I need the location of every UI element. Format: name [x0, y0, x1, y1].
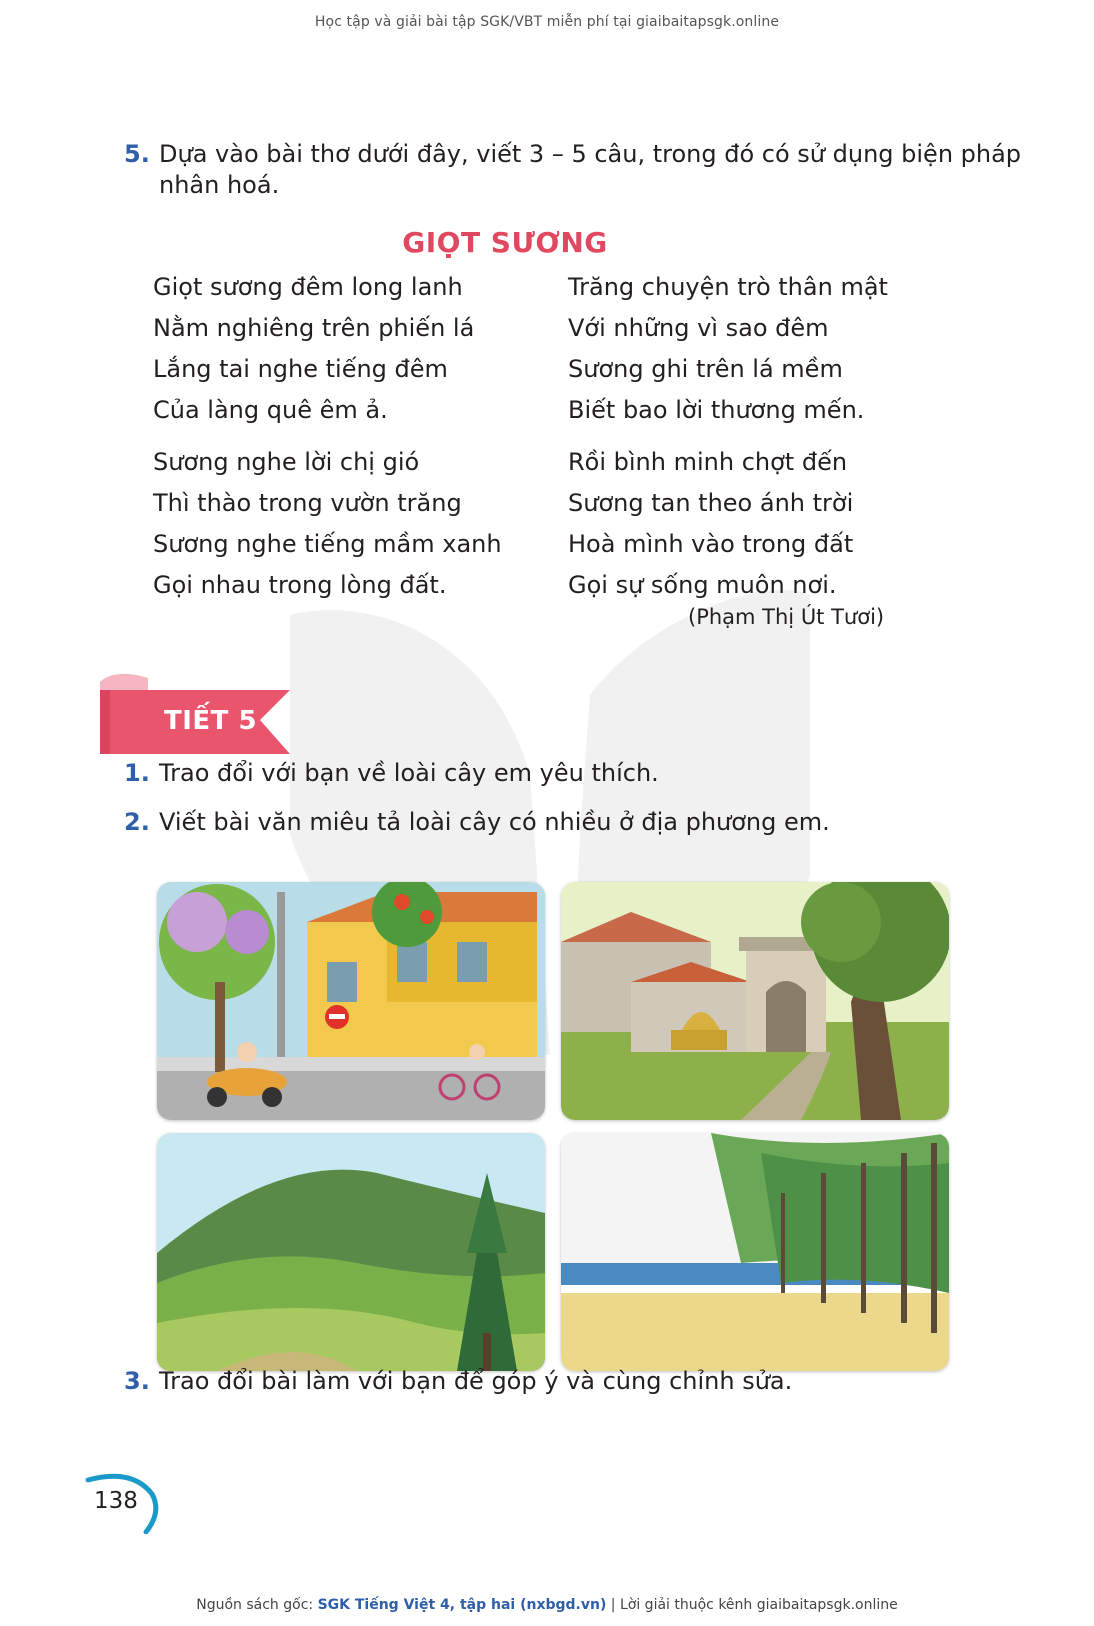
poem-line: Sương nghe lời chị gió	[153, 448, 420, 476]
beach-casuarina-illustration-icon	[561, 1133, 949, 1371]
poem-line: Giọt sương đêm long lanh	[153, 273, 463, 301]
poem-line: Gọi nhau trong lòng đất.	[153, 571, 447, 599]
task-2	[0, 806, 1094, 838]
poem-stanza-4	[568, 442, 853, 606]
task-2-text: Viết bài văn miêu tả loài cây có nhiều ở địa phương em.	[159, 808, 830, 836]
page-number: 138	[94, 1488, 138, 1514]
top-banner: Học tập và giải bài tập SGK/VBT miễn phí tại giaibaitapsgk.online	[314, 14, 780, 30]
exercise-5-line-1: Dựa vào bài thơ dưới đây, viết 3 – 5 câu, trong đó có sử dụng biện pháp	[159, 140, 1022, 168]
poem-line: Sương tan theo ánh trời	[568, 489, 854, 517]
poem-title: GIỌT SƯƠNG	[402, 226, 608, 259]
poem-line: Lắng tai nghe tiếng đêm	[153, 355, 448, 383]
poem-line: Thì thào trong vườn trăng	[153, 489, 462, 517]
task-3-number: 3.	[124, 1367, 150, 1395]
poem-stanza-3	[153, 442, 502, 606]
poem-line: Sương ghi trên lá mềm	[568, 355, 843, 383]
task-3-text: Trao đổi bài làm với bạn để góp ý và cùng chỉnh sửa.	[159, 1367, 793, 1395]
task-1-text: Trao đổi với bạn về loài cây em yêu thích.	[159, 759, 659, 787]
task-1	[0, 757, 1094, 789]
hill-pine-illustration-icon	[157, 1133, 545, 1371]
footer	[0, 1597, 1094, 1613]
poem-line: Biết bao lời thương mến.	[568, 396, 865, 424]
poem-line: Trăng chuyện trò thân mật	[568, 273, 888, 301]
task-2-number: 2.	[124, 808, 150, 836]
exercise-5	[0, 138, 1094, 208]
poem-author: (Phạm Thị Út Tươi)	[688, 605, 885, 629]
poem-line: Gọi sự sống muôn nơi.	[568, 571, 837, 599]
poem-line: Nằm nghiêng trên phiến lá	[153, 314, 475, 342]
footer-suffix: | Lời giải thuộc kênh giaibaitapsgk.online	[606, 1597, 898, 1613]
poem-line: Của làng quê êm ả.	[153, 396, 388, 424]
footer-prefix: Nguồn sách gốc:	[196, 1597, 318, 1613]
poem-line: Với những vì sao đêm	[568, 314, 829, 342]
poem-stanza-2	[568, 267, 888, 431]
footer-source-link[interactable]: SGK Tiếng Việt 4, tập hai (nxbgd.vn)	[317, 1597, 607, 1613]
task-3	[0, 1365, 1094, 1397]
street-scene-illustration-icon	[157, 882, 545, 1120]
exercise-5-number: 5.	[124, 140, 150, 168]
poem-line: Rồi bình minh chợt đến	[568, 448, 848, 476]
section-label: TIẾT 5	[164, 706, 258, 736]
exercise-5-line-2: nhân hoá.	[159, 171, 280, 199]
poem-line: Sương nghe tiếng mầm xanh	[153, 530, 502, 558]
task-1-number: 1.	[124, 759, 150, 787]
poem-line: Hoà mình vào trong đất	[568, 530, 854, 558]
village-gate-banyan-illustration-icon	[561, 882, 949, 1120]
poem-stanza-1	[153, 267, 474, 431]
